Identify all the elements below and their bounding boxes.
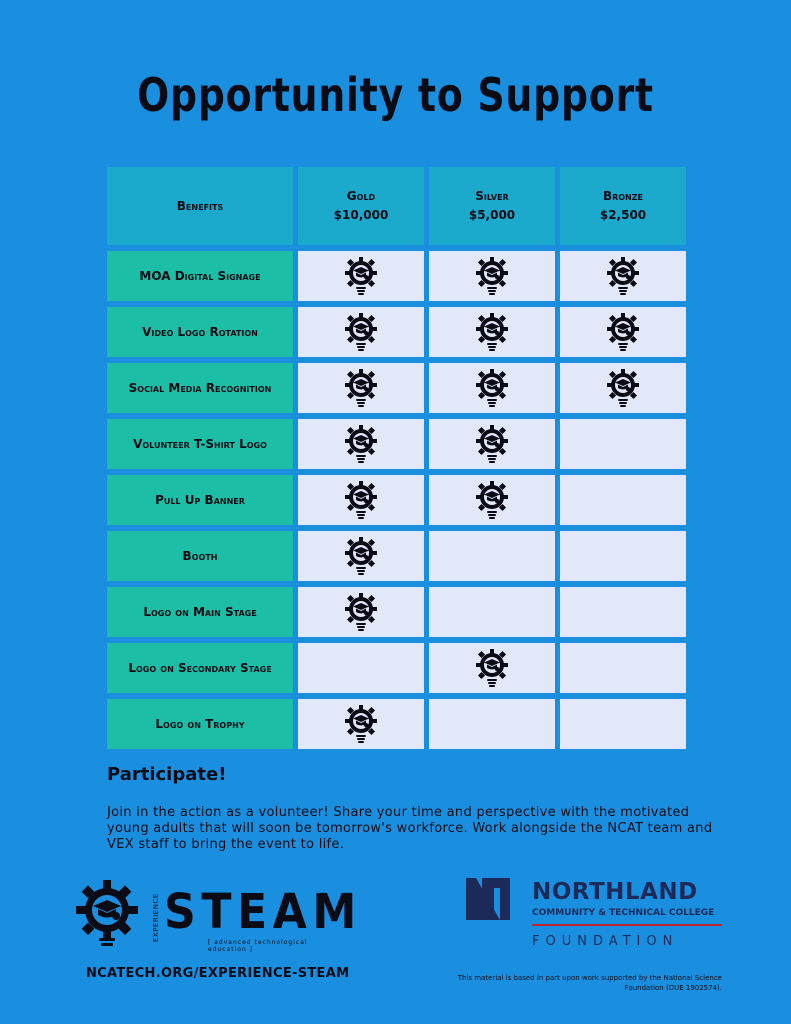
- gear-lightbulb-graduation-cap-icon: [603, 368, 643, 408]
- gear-lightbulb-graduation-cap-icon: [603, 312, 643, 352]
- tier-cell-gold: [298, 307, 424, 357]
- gear-lightbulb-graduation-cap-icon: [341, 312, 381, 352]
- website-url[interactable]: NCATECH.ORG/EXPERIENCE-STEAM: [86, 966, 350, 981]
- tier-cell-silver: [429, 307, 555, 357]
- tier-cell-gold: [298, 699, 424, 749]
- tier-cell-bronze: [560, 699, 686, 749]
- northland-name: NORTHLAND: [532, 879, 698, 905]
- benefit-cell: [107, 307, 293, 357]
- header-tier-silver: [429, 167, 555, 245]
- tier-cell-gold: [298, 419, 424, 469]
- tier-name: Silver: [475, 189, 509, 203]
- tier-cell-bronze: [560, 587, 686, 637]
- header-tier-bronze: [560, 167, 686, 245]
- tier-cell-silver: [429, 251, 555, 301]
- tier-amount: $2,500: [599, 208, 647, 222]
- gear-lightbulb-graduation-cap-icon: [341, 256, 381, 296]
- tier-amount: $10,000: [333, 208, 389, 222]
- tier-cell-silver: [429, 363, 555, 413]
- tier-cell-gold: [298, 363, 424, 413]
- gear-lightbulb-graduation-cap-icon: [603, 256, 643, 296]
- benefit-label: Video Logo Rotation: [142, 325, 258, 339]
- benefit-cell: [107, 531, 293, 581]
- gear-lightbulb-graduation-cap-icon: [341, 368, 381, 408]
- tier-cell-bronze: [560, 307, 686, 357]
- tier-cell-bronze: [560, 363, 686, 413]
- header-benefits: [107, 167, 293, 245]
- gear-lightbulb-graduation-cap-icon: [472, 648, 512, 688]
- gear-lightbulb-graduation-cap-icon: [341, 480, 381, 520]
- benefit-label: Logo on Trophy: [155, 717, 245, 731]
- benefit-cell: [107, 587, 293, 637]
- steam-logo-vertical-text: EXPERIENCE: [152, 893, 160, 942]
- benefit-cell: [107, 699, 293, 749]
- tier-amount: $5,000: [468, 208, 516, 222]
- northland-n-icon: [462, 874, 516, 924]
- northland-foundation-logo: [462, 874, 727, 954]
- northland-divider: [532, 924, 722, 926]
- benefit-cell: [107, 643, 293, 693]
- tier-cell-gold: [298, 643, 424, 693]
- benefit-label: Booth: [182, 549, 218, 563]
- gear-lightbulb-graduation-cap-icon: [472, 368, 512, 408]
- experience-steam-logo: [68, 878, 362, 953]
- header-tier-gold: [298, 167, 424, 245]
- benefit-label: Pull Up Banner: [155, 493, 245, 507]
- steam-gear-icon: [68, 878, 146, 950]
- participate-text: Join in the action as a volunteer! Share your time and perspective with the motivated young adults that will soon be tomorrow's workforce. Work alongside the NCAT team and VEX staff to bring the event to life.: [107, 805, 713, 852]
- northland-foundation: FOUNDATION: [532, 934, 679, 949]
- gear-lightbulb-graduation-cap-icon: [472, 312, 512, 352]
- northland-subtitle: COMMUNITY & TECHNICAL COLLEGE: [532, 908, 715, 918]
- benefit-cell: [107, 475, 293, 525]
- page-title: Opportunity to Support: [137, 68, 654, 122]
- tier-cell-bronze: [560, 475, 686, 525]
- tier-cell-gold: [298, 531, 424, 581]
- gear-lightbulb-graduation-cap-icon: [341, 704, 381, 744]
- gear-lightbulb-graduation-cap-icon: [341, 424, 381, 464]
- tier-cell-silver: [429, 475, 555, 525]
- tier-cell-silver: [429, 419, 555, 469]
- benefit-label: Logo on Secondary Stage: [128, 661, 272, 675]
- tier-cell-bronze: [560, 251, 686, 301]
- gear-lightbulb-graduation-cap-icon: [341, 592, 381, 632]
- tier-cell-gold: [298, 475, 424, 525]
- nsf-notice: This material is based in part upon work supported by the National Science Foundation (DUE 1902574).: [457, 974, 722, 992]
- tier-cell-silver: [429, 531, 555, 581]
- participate-heading: Participate!: [107, 764, 227, 785]
- tier-cell-silver: [429, 587, 555, 637]
- sponsorship-table: [107, 167, 686, 749]
- benefit-label: Social Media Recognition: [128, 381, 272, 395]
- gear-lightbulb-graduation-cap-icon: [341, 536, 381, 576]
- tier-cell-silver: [429, 643, 555, 693]
- benefit-cell: [107, 363, 293, 413]
- tier-cell-silver: [429, 699, 555, 749]
- gear-lightbulb-graduation-cap-icon: [472, 480, 512, 520]
- tier-cell-bronze: [560, 419, 686, 469]
- tier-cell-gold: [298, 587, 424, 637]
- tier-cell-bronze: [560, 643, 686, 693]
- header-benefits-label: Benefits: [176, 198, 224, 213]
- benefit-label: Logo on Main Stage: [143, 605, 257, 619]
- benefit-cell: [107, 251, 293, 301]
- gear-lightbulb-graduation-cap-icon: [472, 256, 512, 296]
- benefit-label: Volunteer T-Shirt Logo: [133, 437, 267, 451]
- tier-name: Gold: [346, 189, 376, 203]
- steam-logo-subtitle: [ advanced technological education ]: [208, 939, 308, 953]
- tier-cell-gold: [298, 251, 424, 301]
- steam-logo-word: STEAM: [164, 884, 362, 940]
- tier-name: Bronze: [602, 189, 644, 203]
- gear-lightbulb-graduation-cap-icon: [472, 424, 512, 464]
- benefit-label: MOA Digital Signage: [139, 269, 261, 283]
- benefit-cell: [107, 419, 293, 469]
- tier-cell-bronze: [560, 531, 686, 581]
